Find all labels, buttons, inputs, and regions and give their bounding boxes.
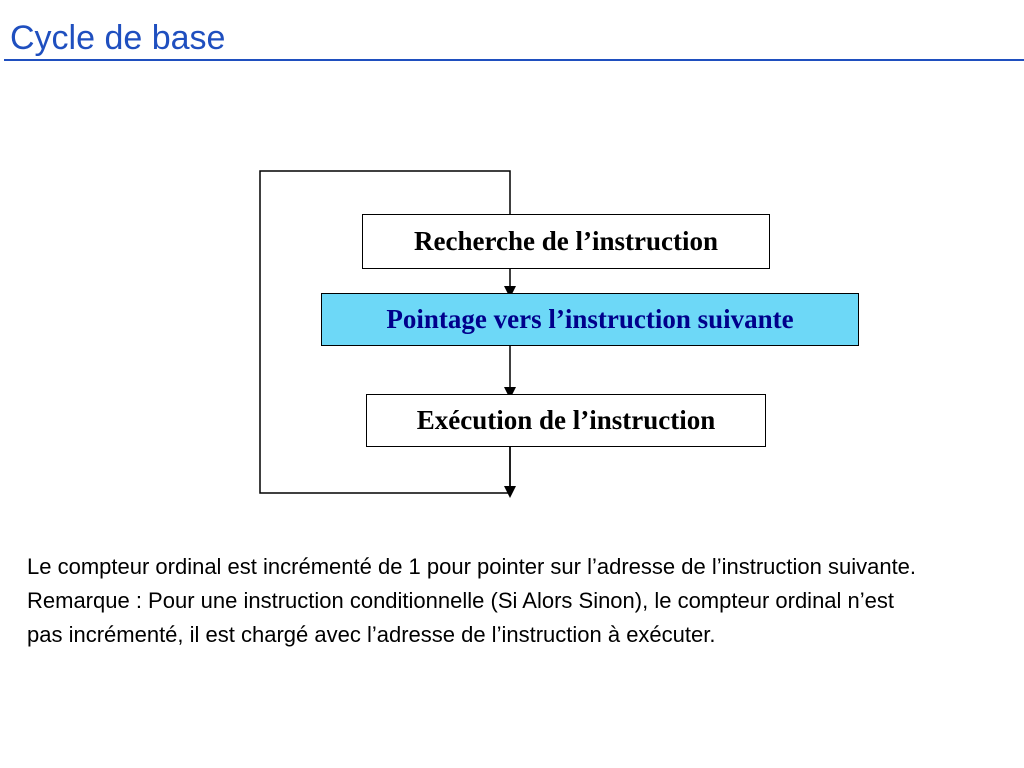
explanation-line-1: Le compteur ordinal est incrémenté de 1 pour pointer sur l’adresse de l’instruction suivante. [27,554,917,579]
step-exec-label: Exécution de l’instruction [416,405,716,435]
explanation-text [27,550,927,652]
step-fetch-box [362,214,770,269]
step-exec-box [366,394,766,447]
step-fetch-label: Recherche de l’instruction [414,226,718,256]
step-point-box [321,293,859,346]
explanation-remark: Remarque : Pour une instruction conditionnelle (Si Alors Sinon), le compteur ordinal n’est pas incrémenté, il est chargé avec l’adresse de l’instruction à exécuter. [27,588,895,647]
step-point-label: Pointage vers l’instruction suivante [386,304,794,334]
slide-title: Cycle de base [10,19,226,57]
